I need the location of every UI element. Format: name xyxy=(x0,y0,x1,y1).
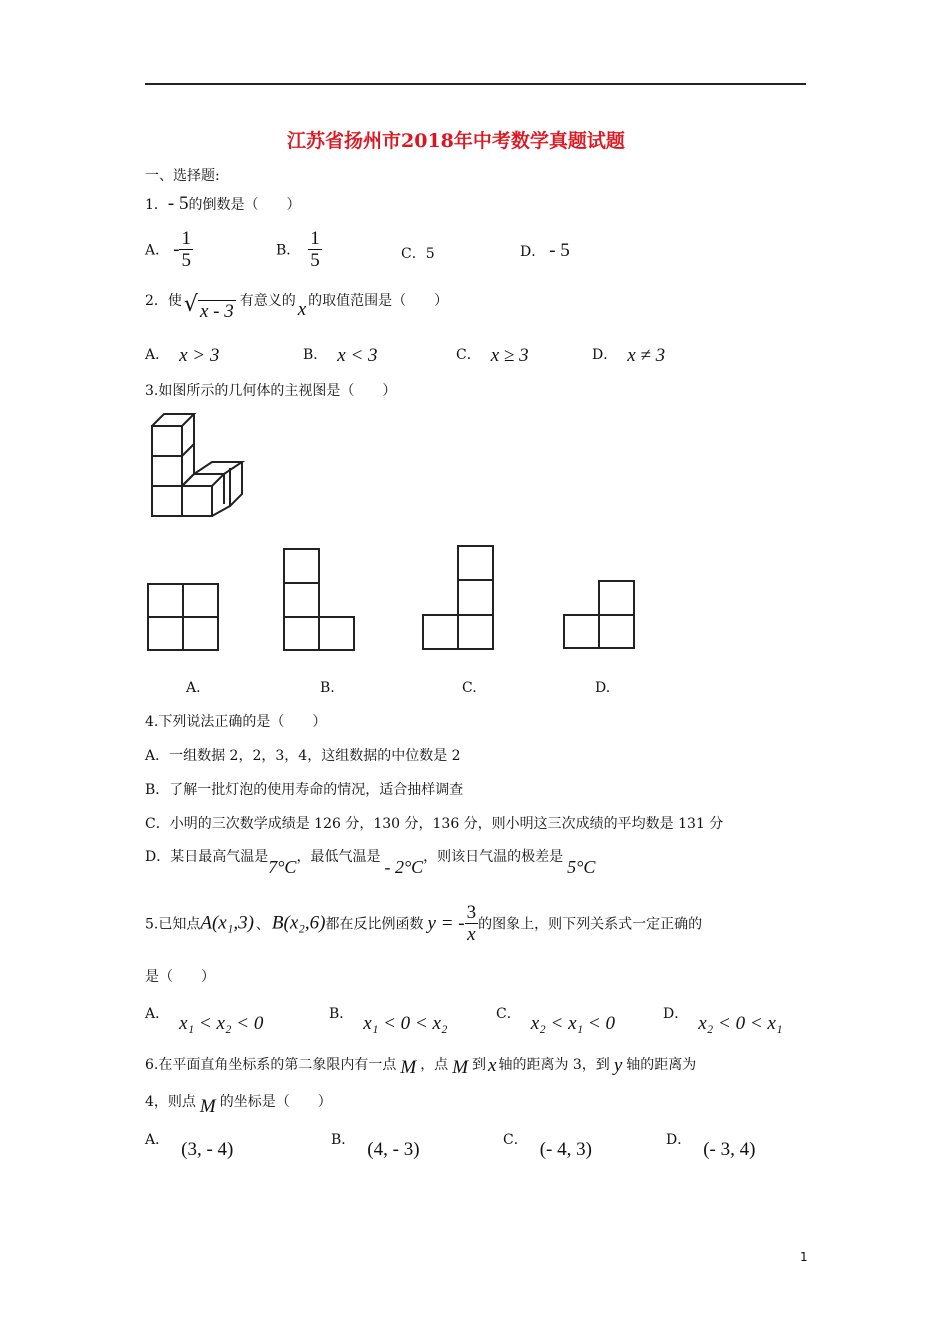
q3-option-b[interactable]: B. xyxy=(320,680,335,696)
page-number: 1 xyxy=(800,1250,808,1264)
solid-figure xyxy=(148,410,258,525)
document-title: 江苏省扬州市2018年中考数学真题试题 xyxy=(287,130,625,152)
option-c-view xyxy=(421,544,496,652)
question-2: 2．使√ x - 3 有意义的 x 的取值范围是（ ） xyxy=(145,292,449,322)
q1-option-a[interactable]: A． - $\frac{1}{5}$ xyxy=(145,228,191,271)
q2-option-b[interactable]: B． x < 3 xyxy=(303,345,378,366)
q5-option-b[interactable]: B． x₁ < 0 < x₂ xyxy=(329,1006,448,1034)
q4-option-d[interactable]: D．某日最高气温是7°C，最低气温是 - 2°C，则该日气温的极差是 5°C xyxy=(145,849,596,877)
q2-option-a[interactable]: A． x > 3 xyxy=(145,345,220,366)
section-heading: 一、选择题: xyxy=(145,168,220,184)
question-6: 6.在平面直角坐标系的第二象限内有一点 M ，点 M 到 x 轴的距离为 3，到 y 轴的距离为 xyxy=(145,1055,697,1078)
question-6-line2: 4，则点 M 的坐标是（ ） xyxy=(145,1094,332,1117)
q1-option-d[interactable]: D． - 5 xyxy=(520,240,570,261)
q6-option-a[interactable]: A． (3, - 4) xyxy=(145,1132,234,1160)
q2-option-c[interactable]: C． x ≥ 3 xyxy=(456,345,529,366)
q6-option-d[interactable]: D． (- 3, 4) xyxy=(666,1132,756,1160)
q6-option-b[interactable]: B． (4, - 3) xyxy=(331,1132,420,1160)
q5-option-d[interactable]: D． x₂ < 0 < x₁ xyxy=(663,1006,783,1034)
q3-option-c[interactable]: C. xyxy=(462,680,477,696)
header-rule xyxy=(145,83,806,85)
sqrt-symbol: √ xyxy=(183,292,198,317)
option-a-view xyxy=(146,582,221,652)
q3-option-d[interactable]: D. xyxy=(595,680,611,696)
option-d-view xyxy=(562,579,637,651)
q6-option-c[interactable]: C． (- 4, 3) xyxy=(503,1132,592,1160)
question-5-line2: 是（ ） xyxy=(145,969,215,985)
q2-option-d[interactable]: D． x ≠ 3 xyxy=(592,345,666,366)
q4-option-b[interactable]: B．了解一批灯泡的使用寿命的情况，适合抽样调查 xyxy=(145,782,464,798)
q4-option-a[interactable]: A．一组数据 2，2，3，4，这组数据的中位数是 2 xyxy=(145,748,461,764)
q1-option-c[interactable]: C．5 xyxy=(401,246,435,262)
q1-option-b[interactable]: B． $\frac{1}{5}$ xyxy=(276,228,320,271)
q5-option-c[interactable]: C． x₂ < x₁ < 0 xyxy=(496,1006,615,1034)
q5-option-a[interactable]: A． x₁ < x₂ < 0 xyxy=(145,1006,264,1034)
q3-option-a[interactable]: A. xyxy=(186,680,201,696)
question-1: 1．- 5的倒数是（ ） xyxy=(145,193,301,214)
q4-option-c[interactable]: C．小明的三次数学成绩是 126 分，130 分，136 分，则小明这三次成绩的平均数是 131 分 xyxy=(145,816,724,832)
option-b-view xyxy=(282,547,357,652)
question-5: 5.已知点A(x₁,3) 、 B(x₂,6)都在反比例函数 y = - $\frac{3}{x}$ 的图象上，则下列关系式一定正确的 xyxy=(145,902,703,945)
question-3: 3.如图所示的几何体的主视图是（ ） xyxy=(145,383,397,399)
question-4: 4.下列说法正确的是（ ） xyxy=(145,714,327,730)
